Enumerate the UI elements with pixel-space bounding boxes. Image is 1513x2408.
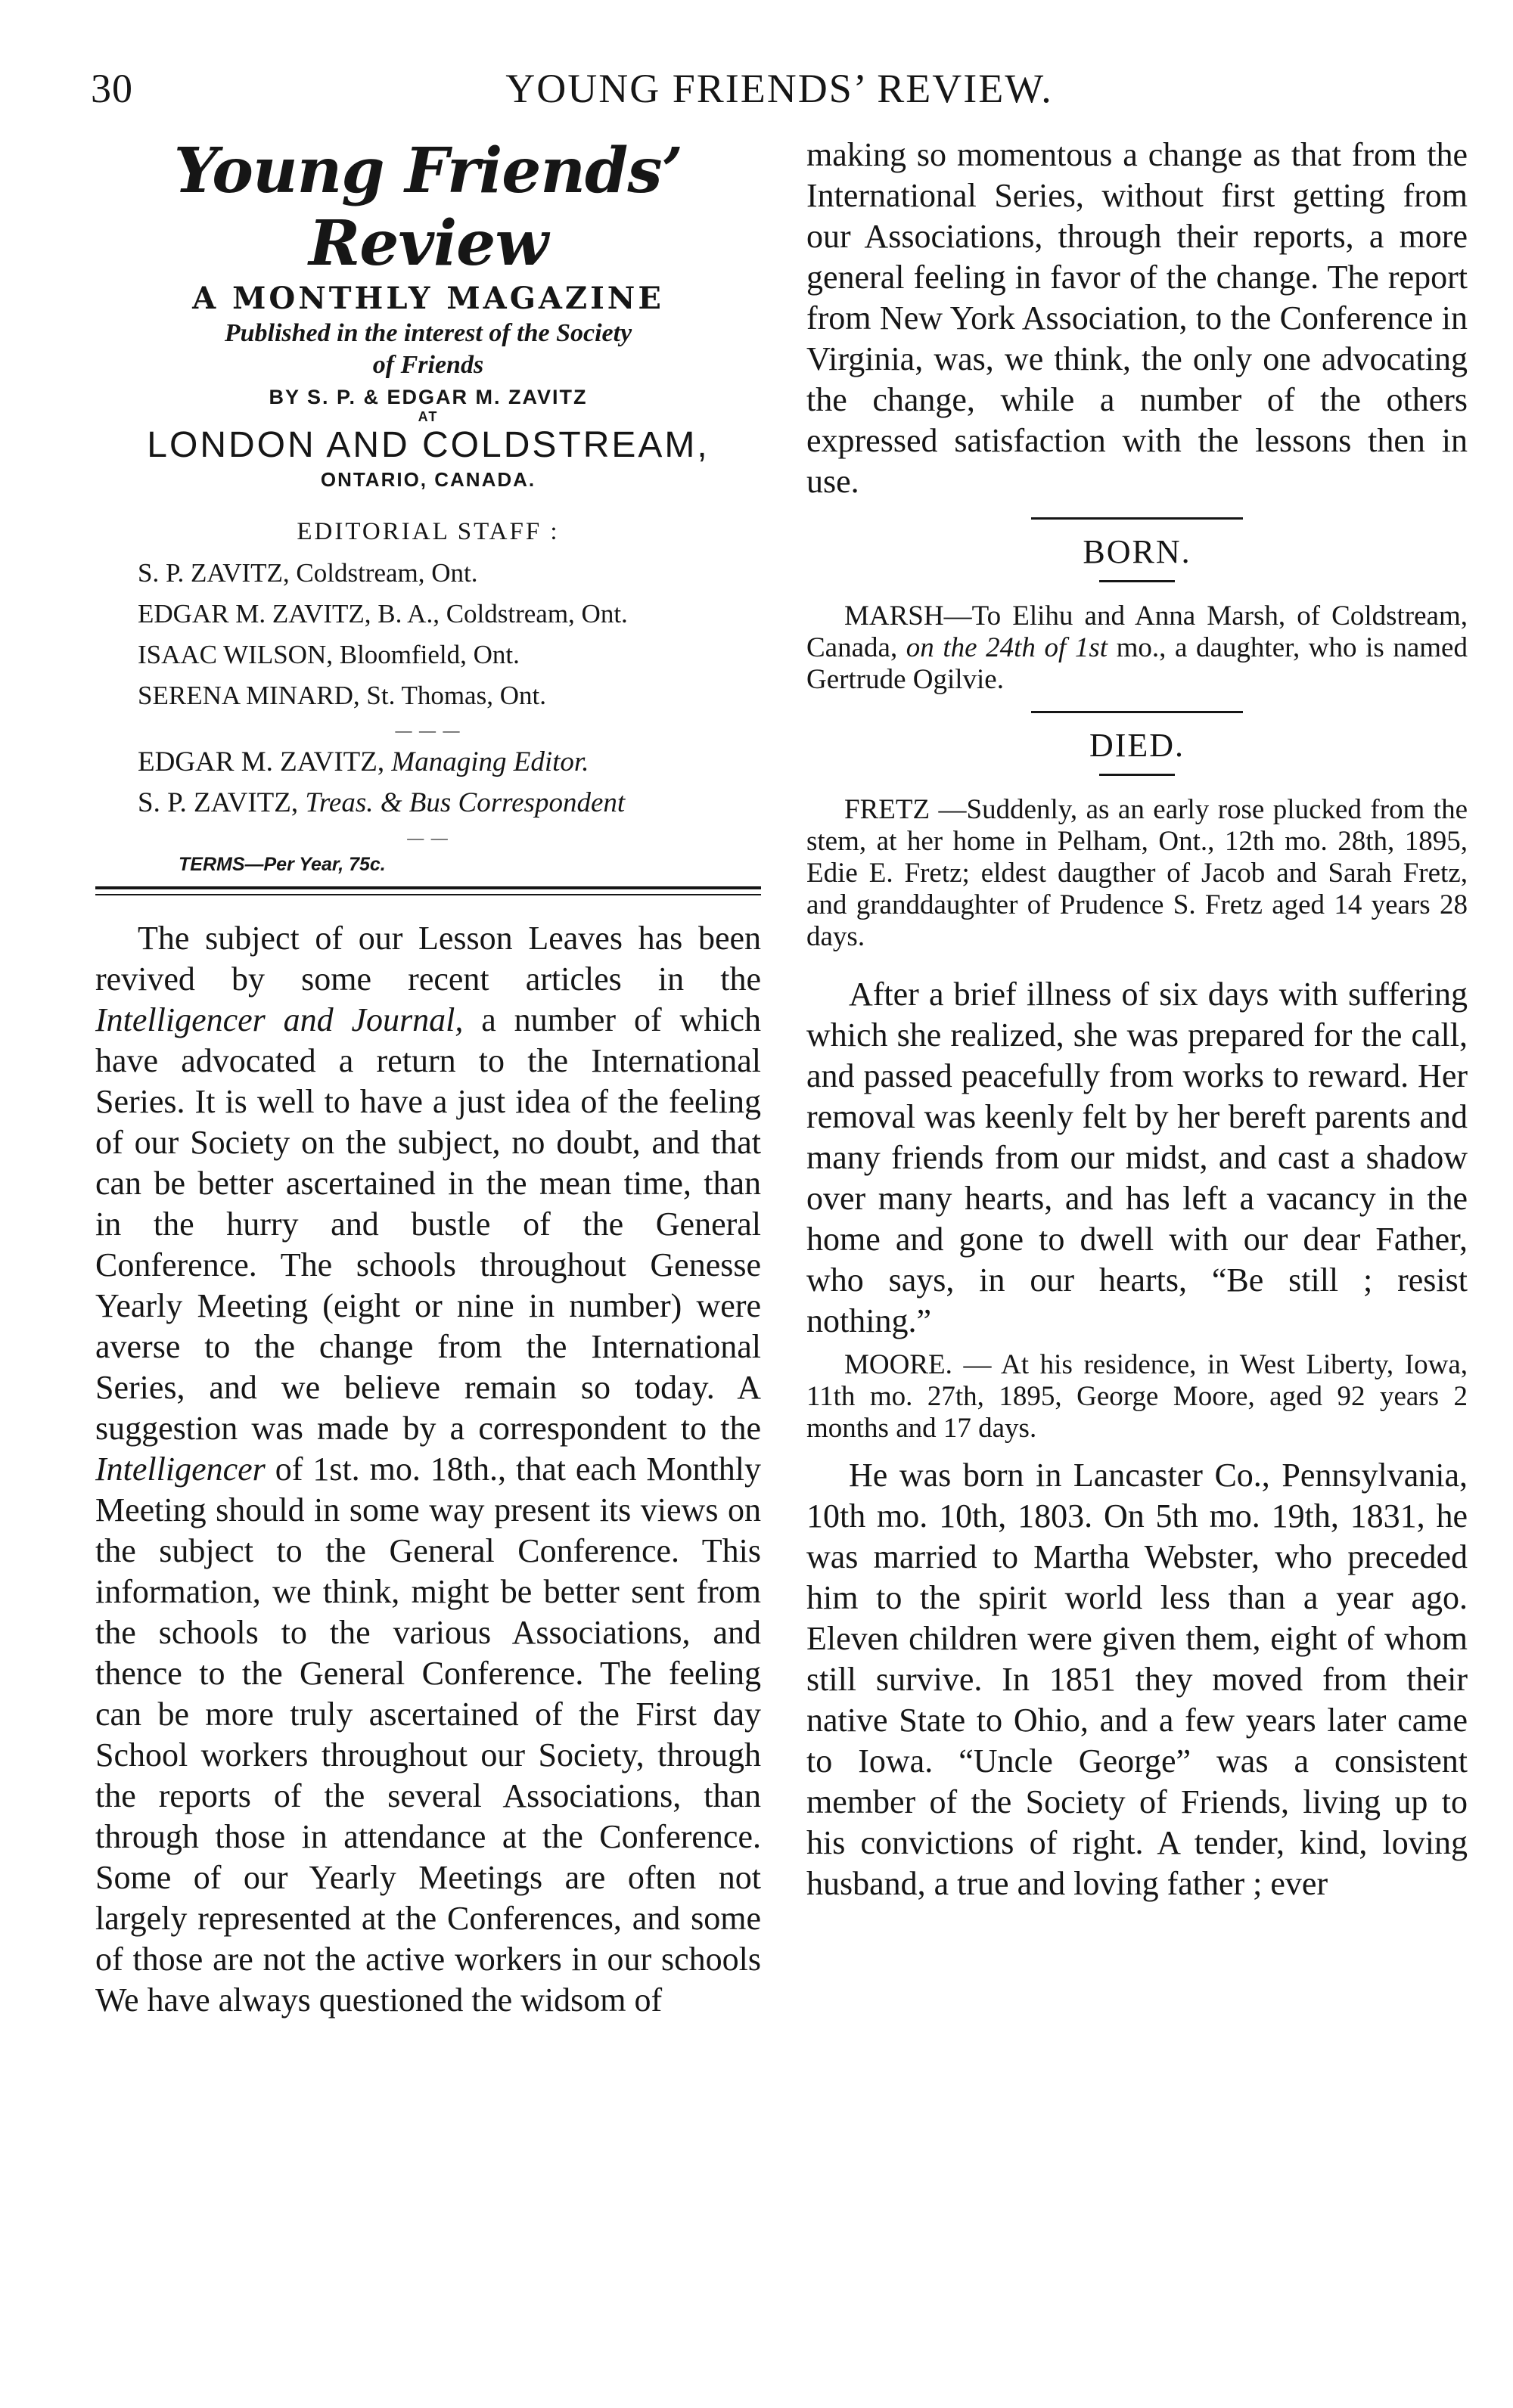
text-run: a number of which have advocated a return to the International Series. It is well to have a just idea of the feeling of our Society on the subject, no doubt, and that can be better ascertained in the mean time, than in the hurry and bustle of the General Conference. The schools throughout Genesse Yearly Meeting (eight or nine in number) were averse to the change from the International Series, and we believe remain so today. A suggestion was made by a correspondent to the	[95, 1001, 761, 1447]
editorial-article	[95, 918, 761, 2021]
notice-paragraph	[806, 1349, 1468, 1444]
masthead-place: LONDON AND COLDSTREAM,	[147, 425, 710, 465]
masthead-published-line2: of Friends	[372, 351, 484, 379]
masthead-title: Young Friends’ Review	[173, 135, 683, 280]
masthead-by: BY S. P. & EDGAR M. ZAVITZ	[269, 386, 588, 408]
birth-notice	[806, 600, 1468, 696]
editor-role: Managing Editor.	[391, 746, 589, 777]
text-run: —To Elihu and Anna Marsh, of Coldstream, Canada,	[806, 600, 1468, 663]
masthead-at: AT	[418, 409, 439, 424]
managing-editor	[138, 742, 761, 783]
staff-entry: EDGAR M. ZAVITZ, B. A., Coldstream, Ont.	[138, 599, 628, 628]
page-number: 30	[91, 66, 133, 111]
death-notice-fretz	[806, 794, 1468, 953]
text-run: on the 24th of 1st	[906, 632, 1108, 663]
treasurer	[138, 783, 761, 824]
article-paragraph	[95, 918, 761, 2021]
publication-title: Intelligencer and Journal,	[95, 1001, 464, 1038]
obituary-fretz	[806, 974, 1468, 1342]
text-run: — At his residence, in West Liberty, Iowa, 11th mo. 27th, 1895, George Moore, aged 92 years 2 months and 17 days.	[806, 1349, 1468, 1444]
death-notice-moore	[806, 1349, 1468, 1444]
masthead	[95, 135, 761, 876]
terms: TERMS—Per Year, 75c.	[179, 854, 386, 875]
ornament-divider: — —	[407, 828, 449, 847]
spacer	[806, 953, 1468, 974]
masthead-subtitle: A MONTHLY MAGAZINE	[192, 281, 664, 316]
masthead-published-line1: Published in the interest of the Society	[224, 319, 632, 347]
editor-role: Treas. & Bus Correspondent	[305, 787, 626, 818]
running-head	[91, 65, 1468, 118]
notice-paragraph	[806, 794, 1468, 953]
right-column	[806, 135, 1468, 1904]
notice-name: MARSH	[844, 600, 944, 631]
staff-list	[138, 553, 761, 716]
text-run: —Suddenly, as an early rose plucked from the stem, at her home in Pelham, Ont., 12th mo. 28th, 1895, Edie E. Fretz; eldest daugther of Jacob and Sarah Fretz, and granddaughter of Prudence S. Fretz aged 14 years 28 days.	[806, 794, 1468, 952]
editor-name: EDGAR M. ZAVITZ,	[138, 746, 392, 777]
obituary-paragraph: After a brief illness of six days with suffering which she realized, she was prepared for the call, and passed peacefully from works to reward. Her removal was keenly felt by her bereft parents and many friends from our midst, and cast a shadow over many hearts, and has left a vacancy in the home and gone to dwell with our dear Father, who says, in our hearts, “Be still ; resist nothing.”	[806, 976, 1468, 1339]
article-paragraph: making so momentous a change as that from the International Series, without first getting from our Associations, through their reports, a more general feeling in favor of the change. The report from New York Association, to the Conference in Virginia, was, we think, the only one advocating the change, while a number of the others expressed satisfaction with the lessons then in use.	[806, 136, 1468, 500]
staff-entry: S. P. ZAVITZ, Coldstream, Ont.	[138, 558, 478, 588]
obituary-paragraph: He was born in Lancaster Co., Pennsylvania, 10th mo. 10th, 1803. On 5th mo. 19th, 1831, he was married to Martha Webster, who preceded him to the spirit world less than a year ago. Eleven children were given them, eight of whom still survive. In 1851 they moved from their native State to Ohio, and a few years later came to Iowa. “Uncle George” was a consistent member of the Society of Friends, living up to his convictions of right. A tender, kind, loving husband, a true and loving father ; ever	[806, 1457, 1468, 1902]
short-rule	[1099, 580, 1175, 582]
text-run: mo., a daughter, who is named Gertrude Ogilvie.	[806, 632, 1468, 695]
notice-paragraph	[806, 600, 1468, 696]
notice-name: MOORE.	[844, 1349, 952, 1380]
staff-entry: SERENA MINARD, St. Thomas, Ont.	[138, 681, 546, 710]
section-rule	[1031, 711, 1243, 713]
editorial-staff-heading: EDITORIAL STAFF :	[297, 518, 560, 545]
spacer	[806, 1342, 1468, 1349]
text-run: The subject of our Lesson Leaves has been revived by some recent articles in the	[95, 920, 761, 998]
article-continuation	[806, 135, 1468, 502]
editors	[138, 742, 761, 824]
text-run: of 1st. mo. 18th., that each Monthly Meeting should in some way present its views on the subject to the General Conference. This information, we think, might be better sent from the schools to the various Associations, and thence to the General Conference. The feeling can be more truly ascertained of the First day School workers throughout our Society, through the reports of the several Associations, than through those in attendance at the Conference. Some of our Yearly Meetings are often not largely represented at the Conferences, and some of those are not the active workers in our schools We have always questioned the widsom of	[95, 1451, 761, 2019]
born-heading: BORN.	[1083, 533, 1191, 570]
section-rule	[1031, 517, 1243, 520]
staff-entry: ISAAC WILSON, Bloomfield, Ont.	[138, 640, 520, 669]
obituary-moore	[806, 1455, 1468, 1904]
died-heading: DIED.	[1089, 727, 1185, 764]
ornament-divider: — — —	[395, 721, 461, 740]
running-title: YOUNG FRIENDS’ REVIEW.	[505, 66, 1053, 111]
short-rule	[1099, 774, 1175, 776]
publication-title: Intelligencer	[95, 1451, 266, 1488]
masthead-country: ONTARIO, CANADA.	[320, 468, 536, 491]
left-column	[95, 135, 761, 2021]
spacer	[806, 1444, 1468, 1455]
double-rule	[95, 886, 761, 895]
editor-name: S. P. ZAVITZ,	[138, 787, 306, 818]
notice-name: FRETZ	[844, 794, 930, 825]
